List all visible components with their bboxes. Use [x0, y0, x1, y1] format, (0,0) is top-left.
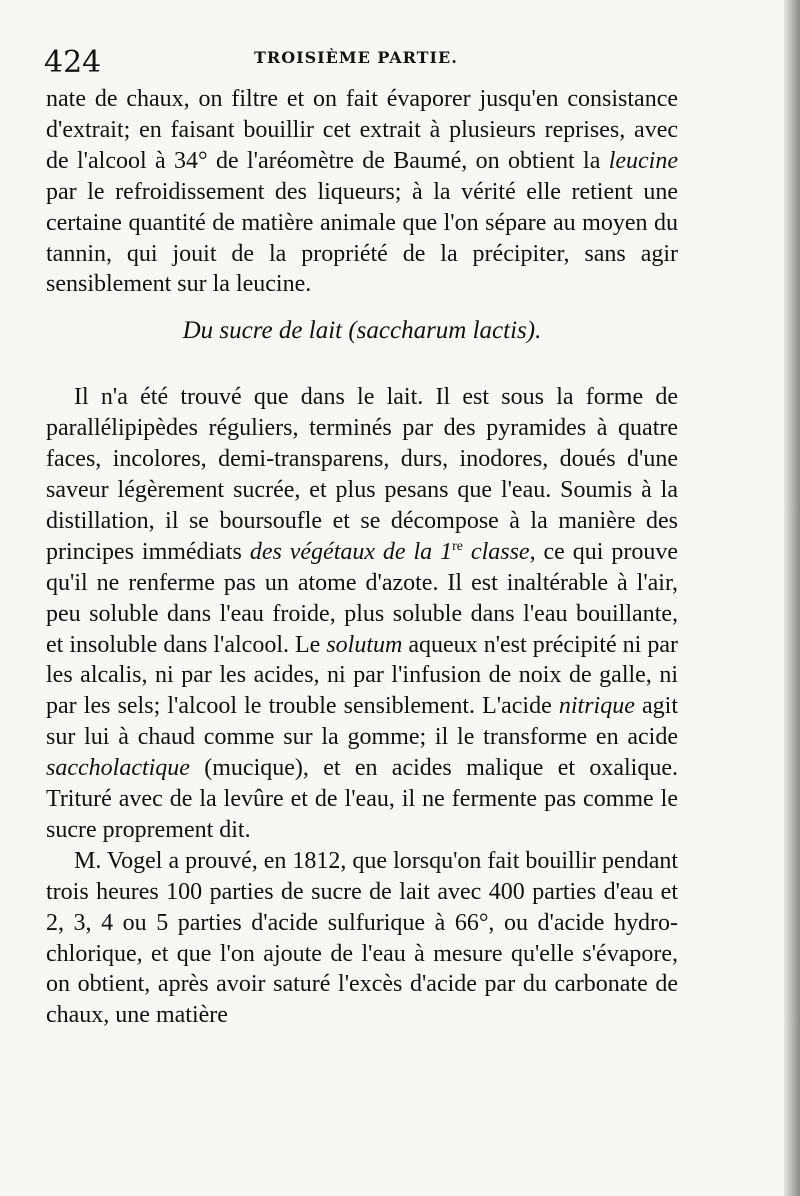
italic-term-nitrique: nitrique: [558, 693, 635, 720]
italic-term-solutum: solutum: [326, 631, 403, 658]
italic-term: des végétaux de la 1: [249, 538, 453, 565]
text-run: nate de chaux, on filtre et on fait évaporer jusqu'en consistance d'extrait; en faisant bouillir cet extrait à plusieurs reprises, avec de l'alcool à 34° de l'aréomètre de Baumé, on obtient la: [46, 86, 678, 174]
page-number: 424: [44, 45, 102, 80]
italic-term-saccholactique: saccholactique: [46, 755, 190, 782]
text-run: , ce qui prouve qu'il ne renferme pas un atome d'azote. Il est inaltérable à l'air, peu soluble dans l'eau froide, plus soluble dans l'eau bouillante, et insoluble dans l'alcool. Le: [46, 538, 678, 658]
page-header: [44, 42, 684, 84]
text-run: (mucique), et en acides malique et oxalique. Trituré avec de la levûre et de l'eau, il ne fermente pas comme le sucre proprement dit.: [46, 755, 678, 843]
italic-term: classe: [463, 538, 530, 565]
running-head: TROISIÈME PARTIE.: [254, 48, 458, 67]
section-heading: Du sucre de lait (saccharum lactis).: [182, 317, 542, 345]
text-run: agit sur lui à chaud comme sur la gomme; il le transforme en acide: [46, 693, 678, 751]
italic-term-leucine: leucine: [608, 147, 678, 174]
text-run: Il n'a été trouvé que dans le lait. Il est sous la forme de parallélipipèdes réguliers, terminés par des pyramides à quatre faces, incolores, demi-transparens, durs, inodores, doués d'une saveur légèrement sucrée, et plus pesans que l'eau. Soumis à la distillation, il se boursoufle et se décompose à la manière des principes immédiats: [46, 384, 678, 565]
superscript: re: [452, 538, 463, 554]
text-run: aqueux n'est précipité ni par les alcalis, ni par les acides, ni par l'infusion de noix de galle, ni par les sels; l'alcool le trouble sensiblement. L'acide: [46, 631, 678, 720]
text-run: par le refroidissement des liqueurs; à la vérité elle retient une certaine quantité de matière animale que l'on sépare au moyen du tannin, qui jouit de la propriété de la précipiter, sans agir sensiblement sur la leucine.: [46, 178, 678, 298]
paragraph-leucine: [46, 84, 678, 300]
paragraph-sucre-de-lait: [46, 382, 678, 846]
paragraph-vogel: M. Vogel a prouvé, en 1812, que lorsqu'on fait bouillir pendant trois heures 100 parties de sucre de lait avec 400 parties d'eau et 2, 3, 4 ou 5 parties d'acide sulfurique à 66°, ou d'acide hydro-chlorique, et que l'on ajoute de l'eau à mesure qu'elle s'évapore, on obtient, après avoir saturé l'excès d'acide par du carbonate de chaux, une matière: [46, 847, 679, 1029]
body-text: [46, 84, 678, 1031]
page-edge-shadow: [784, 0, 800, 1196]
